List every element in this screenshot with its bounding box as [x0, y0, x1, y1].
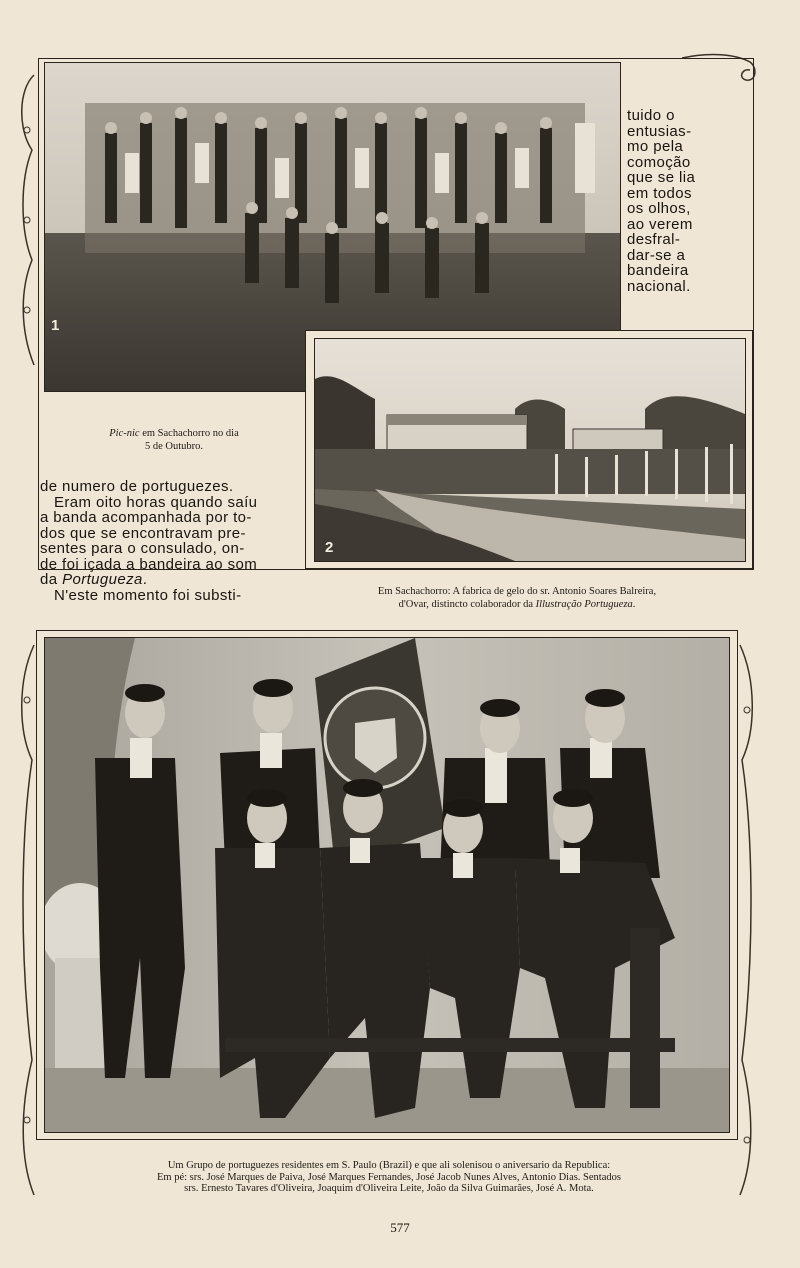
- text-line: da: [40, 571, 63, 588]
- text-italic: Portugueza: [62, 571, 143, 588]
- text-line: mo pela: [627, 138, 684, 155]
- caption-text: srs. Ernesto Tavares d'Oliveira, Joaquim d'Oliveira Leite, João da Silva Guimarães, José A. Mota.: [184, 1183, 594, 1194]
- group-photo: [44, 637, 730, 1133]
- caption-text: Em Sachachorro: A fabrica de gelo do sr. Antonio Soares Balreira,: [377, 586, 657, 597]
- caption-text: Um Grupo de portuguezes residentes em S. Paulo (Brazil) e que ali solenisou o aniversario da Republica:: [167, 1160, 611, 1171]
- right-column-text: [627, 108, 742, 294]
- picnic-caption: [44, 428, 304, 453]
- group-caption: [44, 1160, 734, 1195]
- text-line: bandeira: [627, 262, 689, 279]
- photo-number-1: 1: [51, 317, 60, 334]
- left-column-text: [40, 479, 302, 603]
- text-line: nacional.: [627, 277, 691, 295]
- caption-italic: Illustração Portugueza: [535, 598, 633, 610]
- text-line: a banda acompanhada por to-: [40, 509, 252, 526]
- ornament-left-upper: [14, 70, 40, 370]
- text-line: entusias-: [627, 122, 692, 140]
- text-line: os olhos,: [627, 200, 691, 217]
- page-number: 577: [390, 1220, 410, 1235]
- text-line: desfral-: [627, 231, 681, 248]
- caption-italic: Pic-nic: [109, 428, 140, 439]
- factory-caption: [312, 586, 722, 611]
- caption-text: 5 de Outubro.: [144, 440, 204, 452]
- text-line: dar-se a: [627, 246, 686, 264]
- text-line: N'este momento foi substi-: [54, 586, 242, 604]
- text-line: .: [142, 571, 148, 588]
- ice-factory-photo: [314, 338, 746, 562]
- text-line: de foi içada a bandeira ao som: [40, 555, 258, 573]
- text-line: sentes para o consulado, on-: [40, 540, 245, 557]
- text-line: ao verem: [627, 215, 693, 233]
- caption-text: d'Ovar, distincto colaborador da: [398, 598, 536, 610]
- text-line: dos que se encontravam pre-: [40, 524, 246, 542]
- text-line: que se lia: [627, 169, 696, 186]
- text-line: Eram oito horas quando saíu: [54, 493, 258, 511]
- text-line: de numero de portuguezes.: [40, 478, 234, 495]
- caption-text: Em pé: srs. José Marques de Paiva, José Marques Fernandes, José Jacob Nunes Alves, Antonio Dias. Sentados: [157, 1171, 621, 1183]
- text-line: em todos: [627, 184, 692, 202]
- caption-text: em Sachachorro no dia: [142, 428, 239, 439]
- caption-text: .: [632, 598, 636, 610]
- text-line: comoção: [627, 153, 691, 171]
- text-line: tuido o: [627, 107, 675, 124]
- photo-number-2: 2: [325, 539, 334, 556]
